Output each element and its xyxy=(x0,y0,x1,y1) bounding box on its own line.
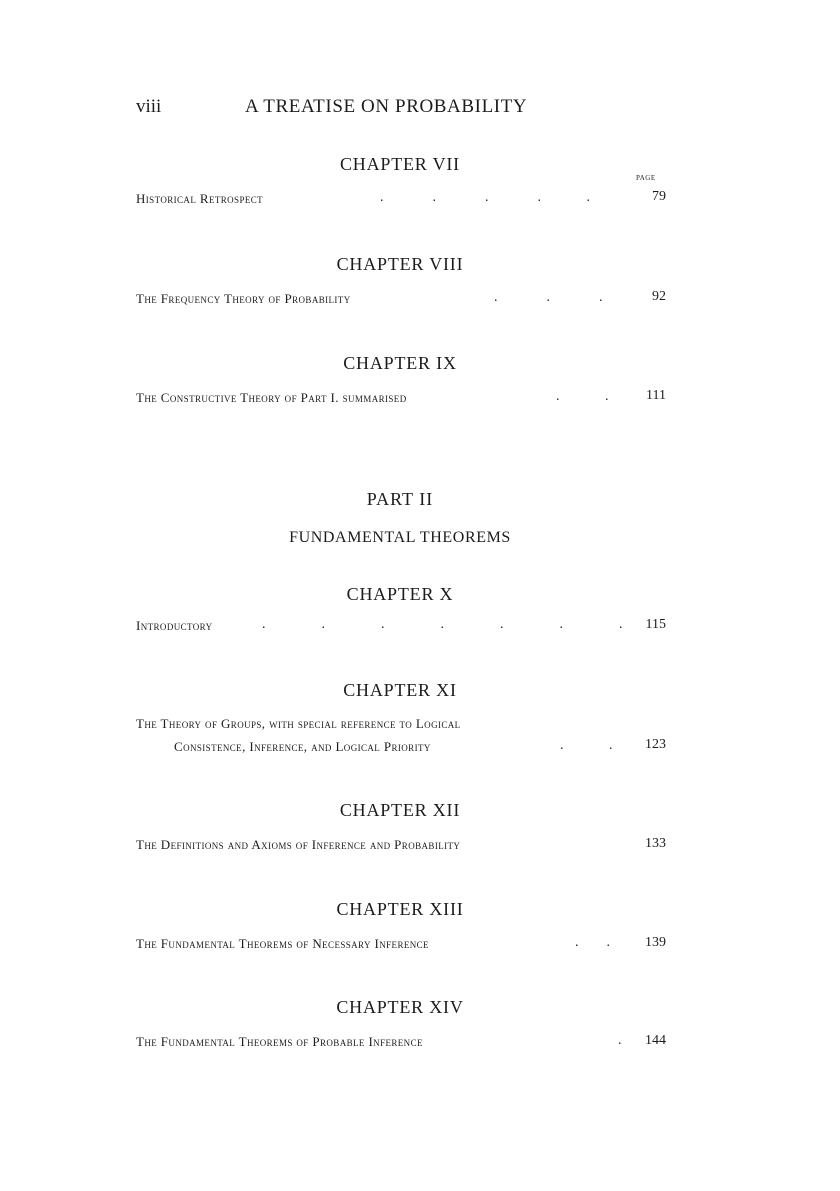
leader-dots: . . xyxy=(556,389,609,404)
chapter-heading: CHAPTER IX xyxy=(343,353,457,373)
toc-entry-title: Introductory xyxy=(136,618,213,633)
leader-dots: . . . . . . . xyxy=(262,617,623,632)
chapter-heading: CHAPTER XIII xyxy=(336,899,464,919)
toc-entry-title: The Fundamental Theorems of Probable Inference xyxy=(136,1034,423,1049)
leader-dots: . . . . . xyxy=(380,190,590,205)
toc-entry-title: The Constructive Theory of Part I. summarised xyxy=(136,390,407,405)
chapter-heading: CHAPTER XI xyxy=(343,680,457,700)
toc-entry-title: The Fundamental Theorems of Necessary Inference xyxy=(136,936,429,951)
running-title: A TREATISE ON PROBABILITY xyxy=(245,96,528,117)
leader-dots: . xyxy=(618,1033,622,1048)
page-number: viii xyxy=(136,96,162,117)
part-title: FUNDAMENTAL THEOREMS xyxy=(289,529,511,546)
toc-page-number: 92 xyxy=(652,289,666,304)
toc-page-number: 144 xyxy=(645,1033,666,1048)
part-heading: PART II xyxy=(366,489,434,509)
toc-page-number: 123 xyxy=(645,737,666,752)
toc-entry-title: The Frequency Theory of Probability xyxy=(136,291,351,306)
page-column-label: PAGE xyxy=(636,174,656,182)
toc-entry-title: The Definitions and Axioms of Inference and Probability xyxy=(136,837,461,852)
toc-entry-title: The Theory of Groups, with special reference to Logical xyxy=(136,716,461,731)
toc-page-number: 139 xyxy=(645,935,666,950)
chapter-heading: CHAPTER XII xyxy=(339,800,461,820)
leader-dots: . . xyxy=(575,935,610,950)
leader-dots: . . xyxy=(560,738,613,753)
toc-entry-title-continued: Consistence, Inference, and Logical Priority xyxy=(174,739,431,754)
leader-dots: . . . xyxy=(494,290,603,305)
toc-page-number: 79 xyxy=(652,189,666,204)
toc-page-number: 111 xyxy=(646,388,666,403)
chapter-heading: CHAPTER VII xyxy=(340,154,460,174)
toc-entry-title: Historical Retrospect xyxy=(136,191,264,206)
chapter-heading: CHAPTER X xyxy=(346,584,454,604)
chapter-heading: CHAPTER XIV xyxy=(336,997,464,1017)
toc-page-number: 115 xyxy=(645,617,666,632)
toc-page-number: 133 xyxy=(645,836,666,851)
chapter-heading: CHAPTER VIII xyxy=(336,254,464,274)
